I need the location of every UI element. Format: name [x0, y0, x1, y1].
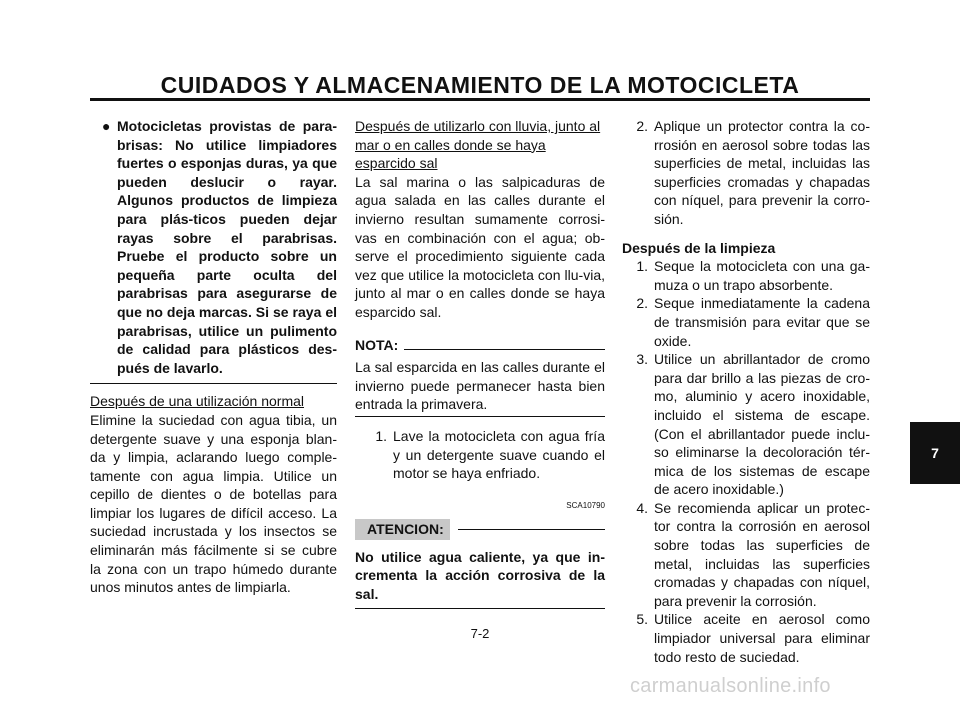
- column-middle: [355, 117, 605, 609]
- step-1-number: 1.: [375, 427, 387, 444]
- section-text-rain-salt: La sal marina o las salpicaduras de agua salada en las calles durante el invierno resultan sumamente corrosi-vas en combinación con el agua; ob-serve el procedimiento siguiente cada vez que utilice la motocicleta con llu-via, junto al mar o en calles donde se haya esparcido sal.: [355, 173, 605, 320]
- list-item: [622, 610, 870, 666]
- column-right: [622, 117, 870, 666]
- list-item-step-1: [355, 427, 605, 483]
- warning-divider: [90, 383, 337, 384]
- step-2-text: Aplique un protector contra la co-rrosión en aerosol sobre todas las superficies de metal, incluidas las superficies cromadas y chapadas con níquel, para prevenir la corro-sión.: [654, 118, 870, 227]
- item-number: 1.: [636, 258, 648, 275]
- item-number: 4.: [636, 499, 648, 516]
- section-text-normal-use: Elimine la suciedad con agua tibia, un detergente suave y una esponja blan-da y limpia, aclarando luego comple-tamente con agua limpia. Utilice un cepillo de dientes o de botellas para limpiar los lugares de difícil acceso. La suciedad incrustada y los insectos se eliminarán más fácilmente si se cubre la zona con un trapo húmedo durante unos minutos antes de limpiarla.: [90, 411, 337, 596]
- nota-rule: [404, 349, 605, 350]
- nota-text: La sal esparcida en las calles durante el invierno puede permanecer hasta bien entrada la primavera.: [355, 359, 605, 413]
- windshield-warning: [90, 117, 337, 377]
- bullet-icon: ●: [102, 118, 111, 134]
- step-1-text: Lave la motocicleta con agua fría y un detergente suave cuando el motor se haya enfriado.: [393, 427, 605, 482]
- page-number: 7-2: [470, 626, 490, 641]
- item-text: Utilice aceite en aerosol como limpiador universal para eliminar todo resto de suciedad.: [654, 611, 870, 665]
- item-number: 3.: [636, 351, 648, 368]
- atencion-divider: [355, 608, 605, 609]
- list-item-step-2: [622, 117, 870, 229]
- page-header-title: CUIDADOS Y ALMACENAMIENTO DE LA MOTOCICLETA: [160, 72, 800, 98]
- atencion-rule: [458, 529, 605, 530]
- header-divider: [90, 98, 870, 101]
- windshield-warning-text: Motocicletas provistas de para-brisas: No utilice limpiadores fuertes o esponjas duras, ya que pueden deslucir o rayar. Algunos productos de limpieza para plás-ticos pueden dejar rayas sobre el parabrisas. Pruebe el producto sobre un pequeña parte oculta del parabrisas para asegurarse de que no deja marcas. Si se raya el parabrisas, utilice un pulimento de calidad para plásticos des-pués de lavarlo.: [117, 118, 337, 376]
- chapter-tab[interactable]: 7: [910, 422, 960, 484]
- section-title-rain-salt: Después de utilizarlo con lluvia, junto al mar o en calles donde se haya esparcido sal: [355, 118, 601, 172]
- nota-label: NOTA:: [355, 336, 399, 353]
- reference-code: SCA10790: [566, 500, 605, 510]
- section-title-normal-use: Después de una utilización normal: [90, 393, 305, 410]
- nota-divider: [355, 416, 605, 417]
- item-number: 2.: [636, 295, 648, 312]
- column-left: [90, 117, 337, 597]
- list-item: [622, 350, 870, 499]
- subhead-after-cleaning: Después de la limpieza: [622, 239, 776, 256]
- item-number: 5.: [636, 611, 648, 628]
- item-text: Se recomienda aplicar un protec-tor contra la corrosión en aerosol sobre todas las superficies de metal, incluidas las superficies cromadas y chapadas con níquel, para prevenir la corrosión.: [654, 499, 870, 609]
- list-item: [622, 499, 870, 611]
- list-item: [622, 257, 870, 294]
- watermark-text: carmanualsonline.info: [630, 675, 831, 697]
- step-2-number: 2.: [636, 118, 648, 134]
- atencion-label: ATENCION:: [355, 519, 450, 540]
- atencion-header: [355, 519, 605, 540]
- list-item: [622, 294, 870, 350]
- item-text: Seque inmediatamente la cadena de transmisión para evitar que se oxide.: [654, 295, 870, 349]
- item-text: Utilice un abrillantador de cromo para dar brillo a las piezas de cro-mo, aluminio y acero inoxidable, incluido el sistema de escape. (Con el abrillantador puede inclu-so eliminarse la decoloración tér-mica de los sistemas de escape de acero inoxidable.): [654, 351, 870, 498]
- item-text: Seque la motocicleta con una ga-muza o un trapo absorbente.: [654, 258, 870, 293]
- nota-header: [355, 336, 605, 355]
- atencion-text: No utilice agua caliente, ya que in-crementa la acción corrosiva de la sal.: [355, 548, 605, 603]
